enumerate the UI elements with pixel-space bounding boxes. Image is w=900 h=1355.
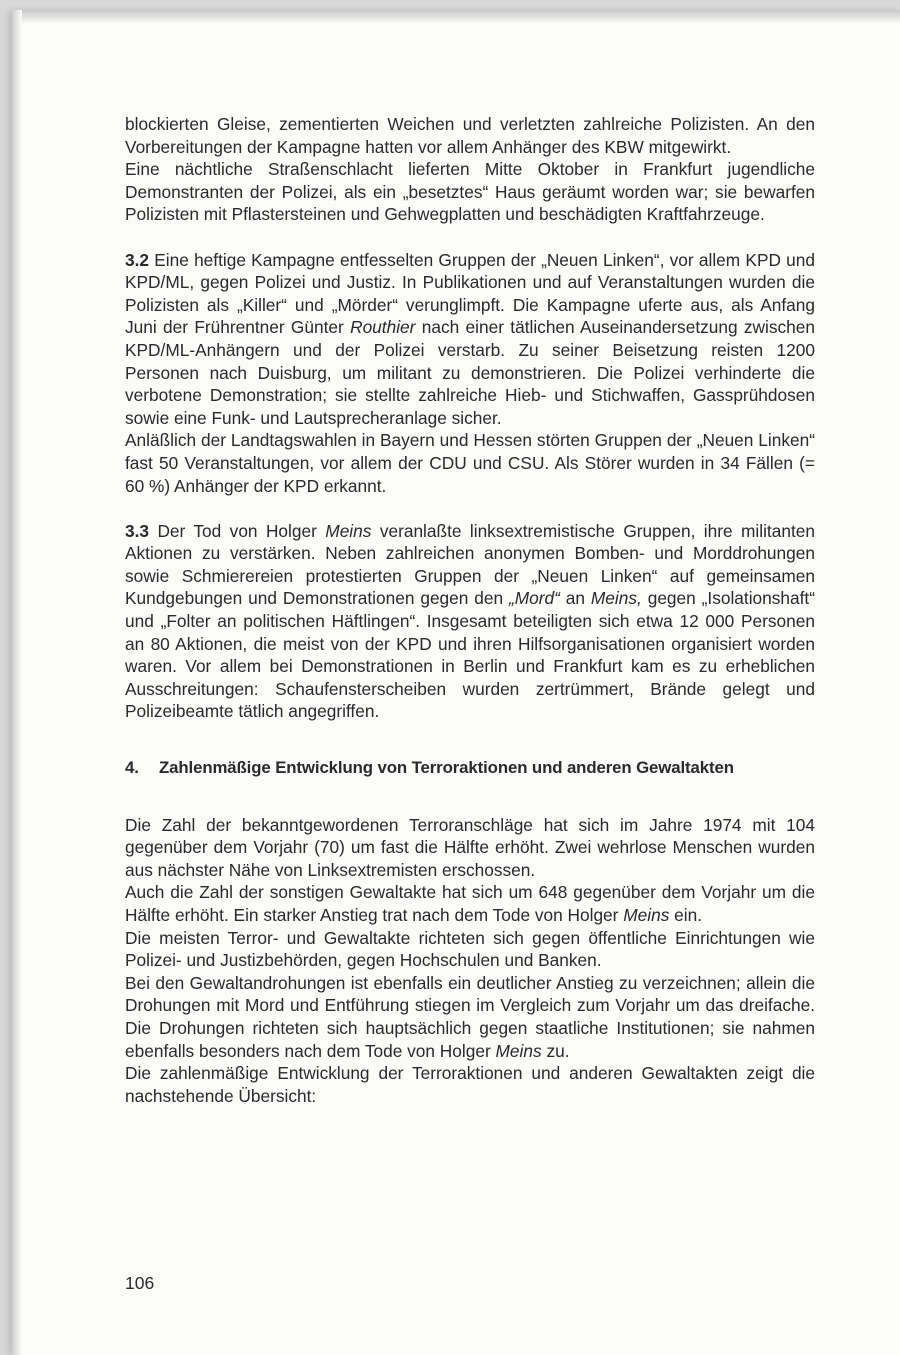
section-3-2-elections-paragraph: Anläßlich der Landtagswahlen in Bayern und Hessen störten Gruppen der „Neuen Linken“ fast 50 Veranstaltungen, vor allem der CDU und CSU. Als Störer wurden in 34 Fällen (= 60 %) Anhänger der KPD erkannt. — [125, 430, 815, 496]
person-name: Meins — [495, 1040, 542, 1061]
page-body — [125, 113, 815, 1107]
section-3-2-paragraph: 3.2 Eine heftige Kampagne entfesselten Gruppen der „Neuen Linken“, vor allem KPD und KPD/ML, gegen Polizei und Justiz. In Publikationen und auf Veranstaltungen wurden die Polizisten als „Killer“ und „Mörder“ verunglimpft. Die Kampagne uferte aus, als Anfang Juni der Frührentner Günter Routhier nach einer tätlichen Auseinandersetzung zwischen KPD/ML-Anhängern und der Polizei verstarb. Zu seiner Beisetzung reisten 1200 Personen nach Duisburg, um militant zu demonstrieren. Die Polizei verhinderte die verbotene Demonstration; sie stellte zahlreiche Hieb- und Stichwaffen, Gassprühdosen sowie eine Funk- und Lautsprecheranlage sicher. — [125, 249, 815, 428]
person-name: Meins — [325, 520, 372, 541]
person-name: Meins — [623, 905, 670, 925]
section-4-paragraph-3: Die meisten Terror- und Gewaltakte richteten sich gegen öffentliche Einrichtungen wie Polizei- und Justizbehörden, gegen Hochschulen und Banken. — [125, 927, 815, 971]
section-4-paragraph-5: Die zahlenmäßige Entwicklung der Terroraktionen und anderen Gewaltakten zeigt die nachstehende Übersicht: — [125, 1063, 815, 1106]
section-4-paragraph-1: Die Zahl der bekanntgewordenen Terroranschläge hat sich im Jahre 1974 mit 104 gegenüber dem Vorjahr (70) um fast die Hälfte erhöht. Zwei wehrlose Menschen wurden aus nächster Nähe von Linksextremisten erschossen. — [125, 814, 815, 880]
page-top-shadow — [12, 10, 900, 24]
section-4-paragraph-4: Bei den Gewaltandrohungen ist ebenfalls ein deutlicher Anstieg zu verzeichnen; allein die Drohungen mit Mord und Entführung stiegen im Vergleich zum Vorjahr um das dreifache. Die Drohungen richteten sich hauptsächlich gegen staatliche Institutionen; sie nahmen ebenfalls besonders nach dem Tode von Holger Meins zu. — [125, 972, 815, 1061]
paragraph-continued: blockierten Gleise, zementierten Weichen und verletzten zahlreiche Polizisten. An den Vorbereitungen der Kampagne hatten vor allem Anhänger des KBW mitgewirkt. — [125, 114, 815, 157]
section-3-3-paragraph: 3.3 Der Tod von Holger Meins veranlaßte linksextremistische Gruppen, ihre militanten Aktionen zu verstärken. Neben zahlreichen anonymen Bomben- und Morddrohungen sowie Schmierereien protestierten Gruppen der „Neuen Linken“ auf gemeinsamen Kundgebungen und Demonstrationen gegen den „Mord“ an Meins, gegen „Isolationshaft“ und „Folter an politischen Häftlingen“. Insgesamt beteiligten sich etwa 12 000 Personen an 80 Aktionen, die meist von der KPD und ihren Hilfsorganisationen organisiert worden waren. Vor allem bei Demonstrationen in Berlin und Frankfurt kam es zu erheblichen Ausschreitungen: Schaufensterscheiben wurden zertrümmert, Brände gelegt und Polizeibeamte tätlich angegriffen. — [125, 520, 815, 722]
person-name: Meins, — [590, 588, 642, 609]
section-number: 4. — [125, 758, 139, 778]
section-4-paragraph-2: Auch die Zahl der sonstigen Gewaltakte hat sich um 648 gegenüber dem Vorjahr um die Hälfte erhöht. Ein starker Anstieg trat nach dem Tode von Holger Meins ein. — [125, 882, 815, 925]
page-number: 106 — [125, 1273, 155, 1293]
section-number: 3.3 — [125, 520, 150, 541]
section-number: 3.2 — [125, 249, 150, 270]
section-4-heading — [125, 757, 815, 780]
section-title: Zahlenmäßige Entwicklung von Terroraktionen und anderen Gewaltakten — [159, 758, 734, 778]
person-name: Routhier — [350, 317, 416, 338]
page-binding-shadow — [12, 10, 22, 1355]
paragraph-street-battle: Eine nächtliche Straßenschlacht lieferten Mitte Oktober in Frankfurt jugendliche Demonstranten der Polizei, als ein „besetztes“ Haus geräumt worden war; sie bewarfen Polizisten mit Pflastersteinen und Gehwegplatten und beschädigten Kraftfahrzeuge. — [125, 159, 815, 225]
